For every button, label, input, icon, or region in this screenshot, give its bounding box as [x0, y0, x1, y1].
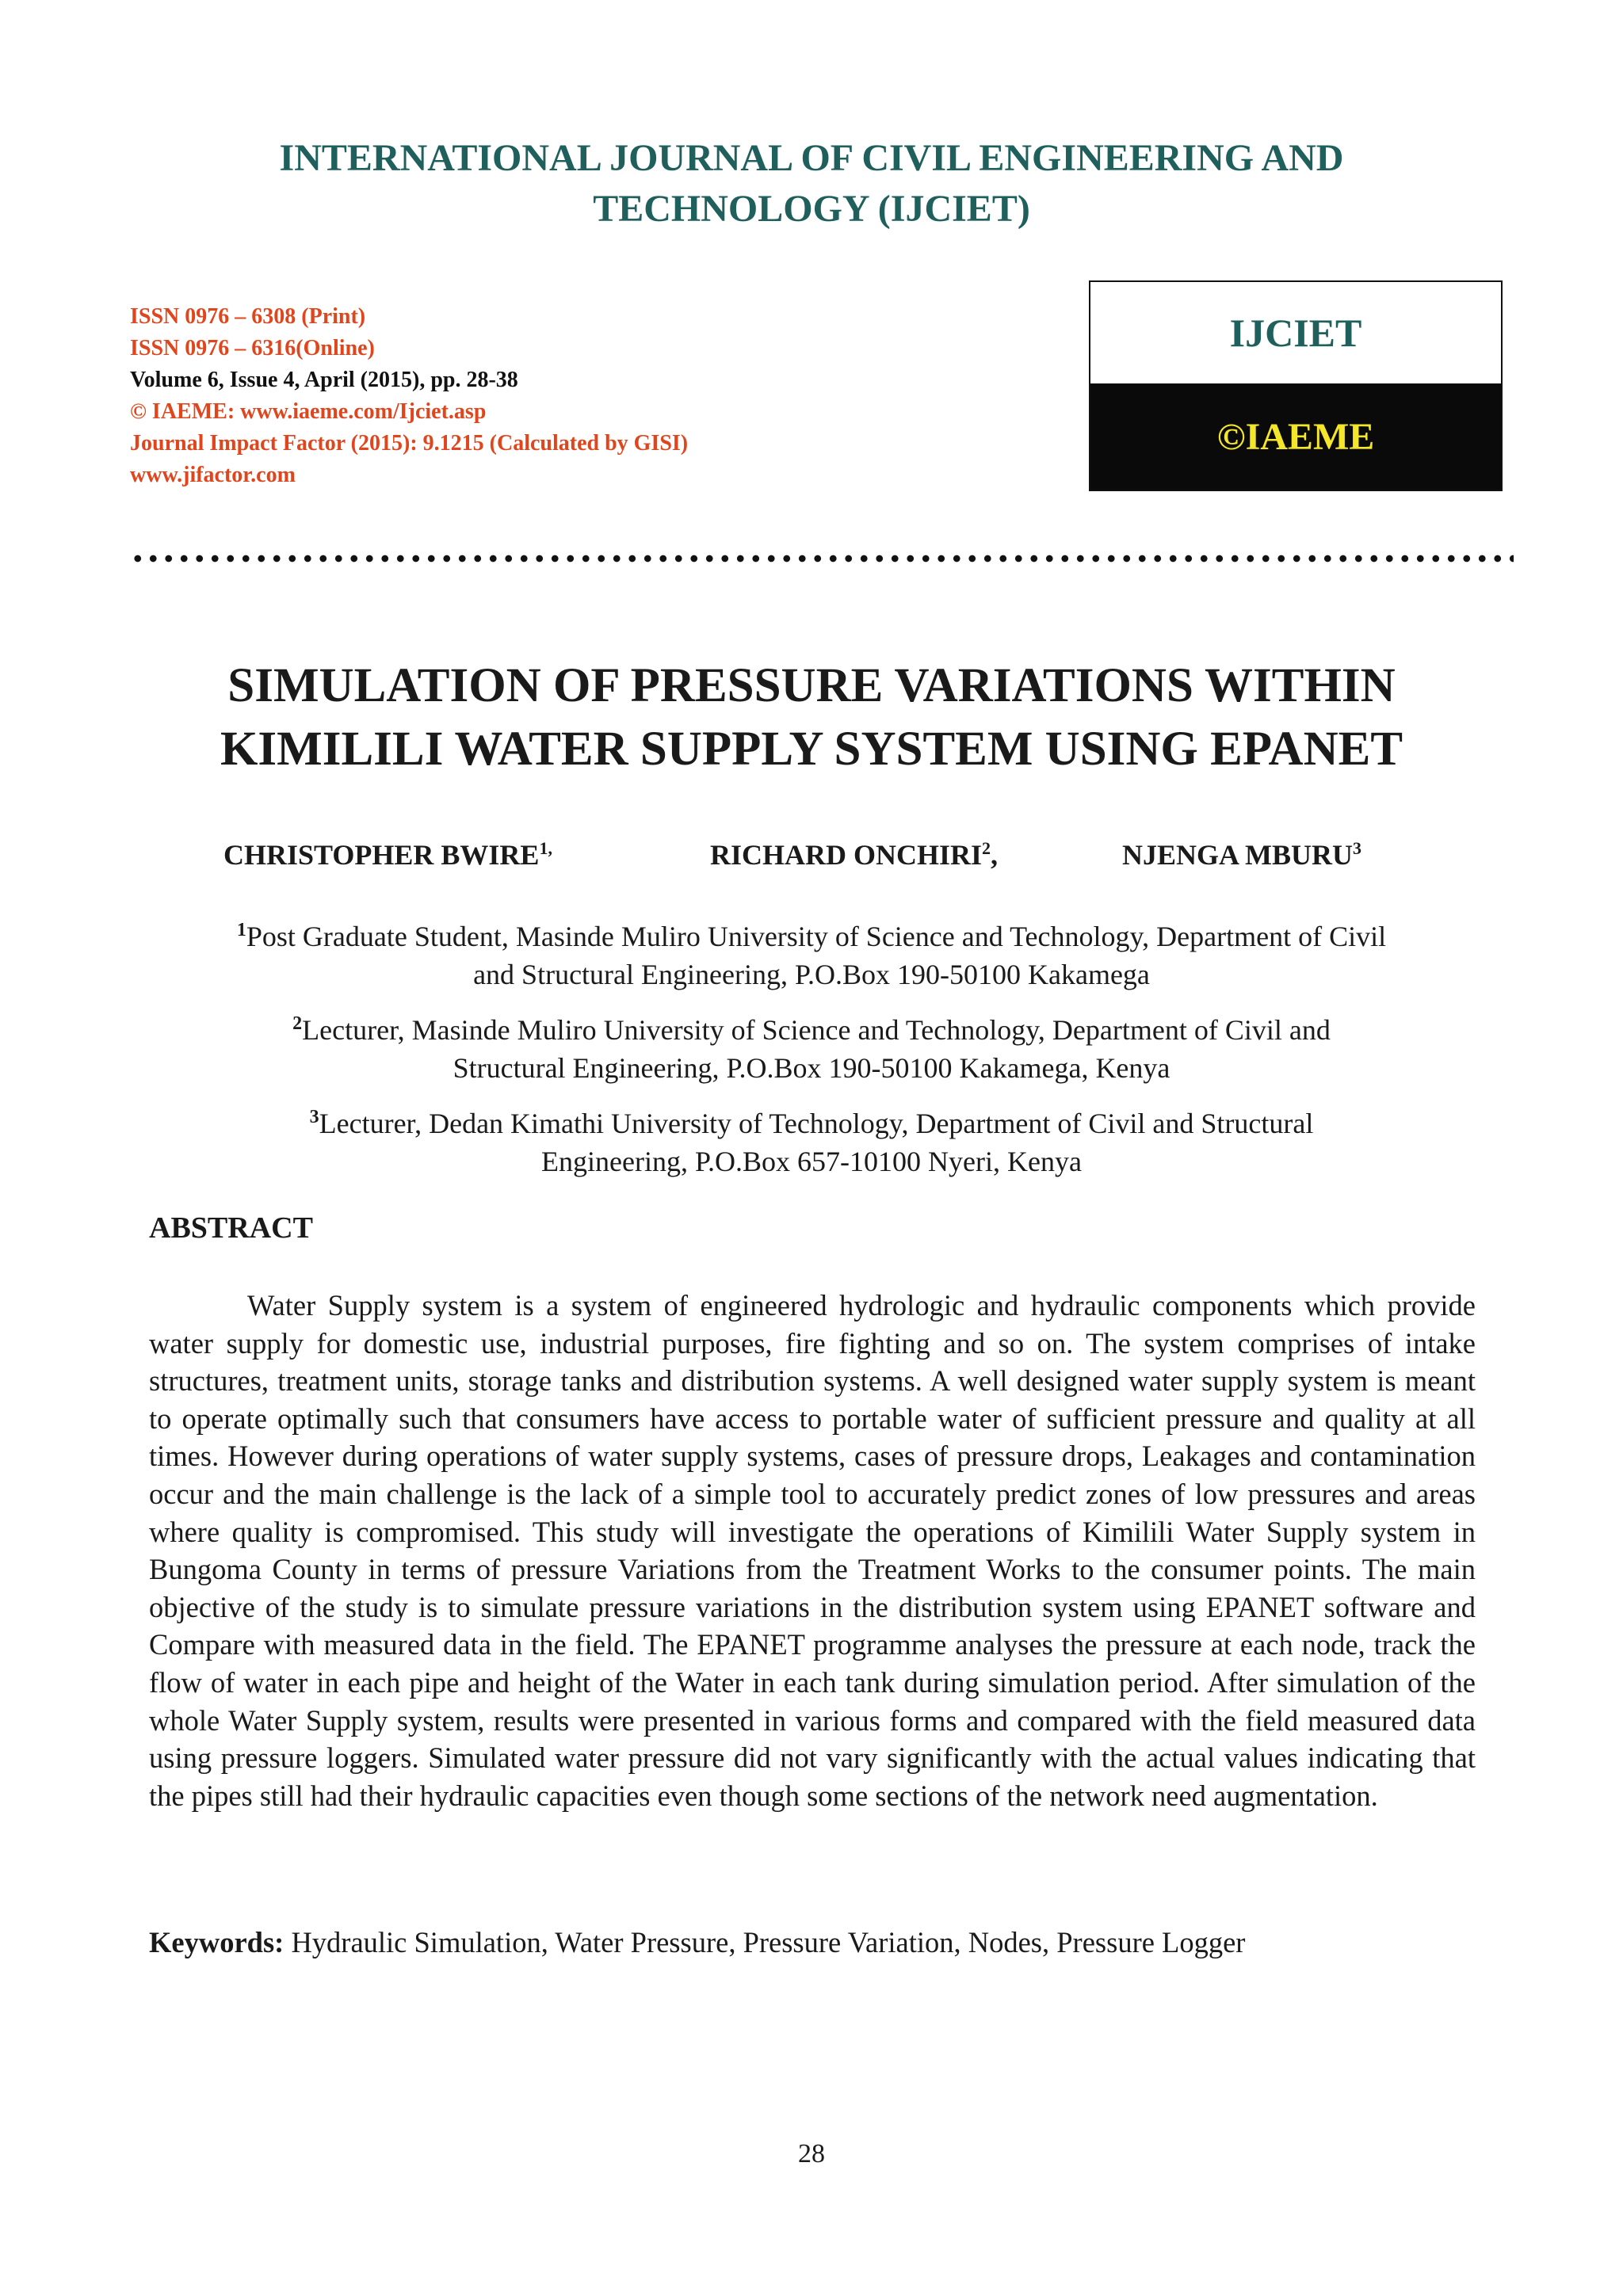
affiliation-line: Engineering, P.O.Box 657-10100 Nyeri, Kenya	[541, 1146, 1082, 1177]
keywords-label: Keywords:	[149, 1926, 285, 1958]
affiliation-3	[143, 1098, 1480, 1180]
author-name: NJENGA MBURU	[1122, 839, 1354, 871]
journal-title-line-2: TECHNOLOGY (IJCIET)	[593, 188, 1030, 230]
logo-ijciet-text: IJCIET	[1090, 282, 1501, 383]
author-name: RICHARD ONCHIRI	[710, 839, 983, 871]
affiliation-line: Structural Engineering, P.O.Box 190-50100 Kakamega, Kenya	[453, 1052, 1170, 1084]
jifactor-link: www.jifactor.com	[130, 463, 296, 487]
author-superscript: 2	[982, 838, 991, 858]
author-1	[223, 838, 552, 871]
affiliation-superscript: 3	[309, 1107, 319, 1127]
author-separator: ,	[991, 839, 999, 871]
journal-title-line-1: INTERNATIONAL JOURNAL OF CIVIL ENGINEERING AND	[279, 137, 1344, 179]
issn-online: ISSN 0976 – 6316(Online)	[130, 336, 375, 360]
affiliation-text: Post Graduate Student, Masinde Muliro University of Science and Technology, Department of Civil	[246, 921, 1387, 952]
dotted-divider	[130, 555, 1514, 563]
journal-logo	[1089, 280, 1503, 491]
affiliation-superscript: 2	[292, 1013, 303, 1034]
journal-metadata	[130, 301, 688, 491]
paper-title-line-1: SIMULATION OF PRESSURE VARIATIONS WITHIN	[227, 659, 1396, 712]
keywords-text: Hydraulic Simulation, Water Pressure, Pressure Variation, Nodes, Pressure Logger	[284, 1926, 1246, 1958]
affiliation-text: Lecturer, Dedan Kimathi University of Technology, Department of Civil and Structural	[319, 1108, 1314, 1139]
paper-title	[0, 654, 1623, 781]
keywords	[149, 1925, 1496, 1959]
affiliation-1	[143, 911, 1480, 994]
issn-print: ISSN 0976 – 6308 (Print)	[130, 304, 366, 329]
affiliation-2	[143, 1005, 1480, 1087]
abstract-heading: ABSTRACT	[149, 1211, 313, 1245]
journal-title	[0, 133, 1623, 235]
journal-website: © IAEME: www.iaeme.com/Ijciet.asp	[130, 399, 487, 424]
affiliation-line	[143, 1005, 1480, 1049]
affiliation-line: and Structural Engineering, P.O.Box 190-50100 Kakamega	[473, 959, 1150, 990]
affiliation-superscript: 1	[236, 920, 246, 940]
abstract-body: Water Supply system is a system of engineered hydrologic and hydraulic components which provide water supply for domestic use, industrial purposes, fire fighting and so on. The system comprises of intake structures, treatment units, storage tanks and distribution systems. A well designed water supply system is meant to operate optimally such that consumers have access to portable water of sufficient pressure and quality at all times. However during operations of water supply systems, cases of pressure drops, Leakages and contamination occur and the main challenge is the lack of a simple tool to accurately predict zones of low pressures and areas where quality is compromised. This study will investigate the operations of Kimilili Water Supply system in Bungoma County in terms of pressure Variations from the Treatment Works to the consumer points. The main objective of the study is to simulate pressure variations in the distribution system using EPANET software and Compare with measured data in the field. The EPANET programme analyses the pressure at each node, track the flow of water in each pipe and height of the Water in each tank during simulation period. After simulation of the whole Water Supply system, results were presented in various forms and compared with the field measured data using pressure loggers. Simulated water pressure did not vary significantly with the actual values indicating that the pipes still had their hydraulic capacities even though some sections of the network need augmentation.	[149, 1289, 1476, 1812]
affiliation-text: Lecturer, Masinde Muliro University of Science and Technology, Department of Civil and	[302, 1014, 1331, 1046]
author-2	[710, 838, 998, 871]
impact-factor: Journal Impact Factor (2015): 9.1215 (Calculated by GISI)	[130, 431, 689, 456]
author-name: CHRISTOPHER BWIRE	[223, 839, 540, 871]
logo-iaeme-text: ©IAEME	[1090, 383, 1501, 490]
affiliation-line	[143, 1098, 1480, 1142]
affiliation-line	[143, 911, 1480, 955]
page-number: 28	[798, 2139, 825, 2168]
paper-title-line-2: KIMILILI WATER SUPPLY SYSTEM USING EPANET	[220, 723, 1403, 776]
volume-info: Volume 6, Issue 4, April (2015), pp. 28-38	[130, 368, 518, 392]
author-superscript: 1,	[539, 838, 552, 858]
author-superscript: 3	[1353, 838, 1362, 858]
author-3	[1122, 838, 1361, 871]
